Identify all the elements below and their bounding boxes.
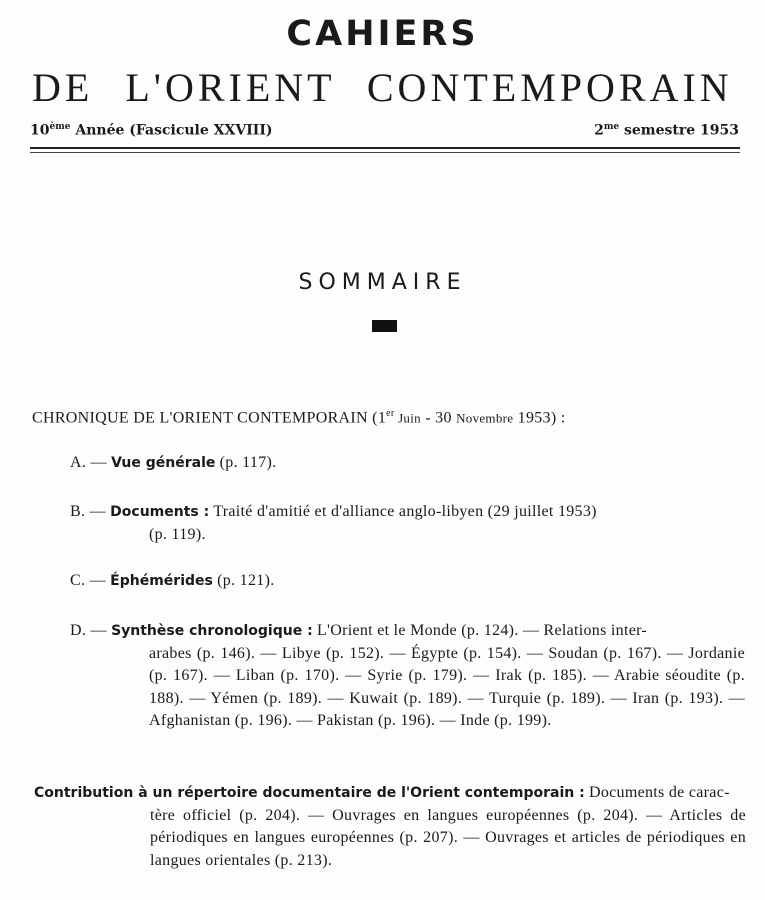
entry-b [70,501,745,546]
entry-text: (p. 117). [215,454,277,471]
contribution-title: Contribution à un répertoire documentaire de l'Orient contemporain : [34,785,585,801]
entry-letter: A. — [70,454,112,471]
issue-number: 10 [30,122,50,139]
entry-continuation: (p. 119). [149,525,206,543]
journal-title: CAHIERS [286,14,479,54]
entry-title: Vue générale [111,455,216,471]
entry-text: Traité d'amitié et d'alliance anglo-libyen (29 juillet 1953) [209,503,597,520]
issue-volume: Année (Fascicule XXVIII) [70,122,273,139]
date-start-day: 1 [377,409,387,427]
entry-letter: D. — [70,622,112,639]
contribution-entry [34,782,746,872]
entry-text: L'Orient et le Monde (p. 124). — Relations inter- [312,622,648,639]
journal-subtitle: DE L'ORIENT CONTEMPORAIN [32,65,733,110]
date-end-year: 1953) : [513,409,566,427]
semester-year: semestre 1953 [619,122,739,139]
chronique-label: CHRONIQUE DE L'ORIENT CONTEMPORAIN ( [32,409,378,427]
contents-heading: SOMMAIRE [298,270,467,295]
entry-title: Éphémérides [110,573,213,589]
entry-a [70,452,745,475]
semester-suffix: me [603,122,620,132]
chronique-heading [32,408,752,427]
contribution-continuation: tère officiel (p. 204). — Ouvrages en langues européennes (p. 204). — Articles de périodiques en langues européennes (p. 207). — Ouvrages et articles de périodiques en langues orientales (p. 213). [150,806,746,869]
issue-number-suffix: ème [49,122,71,132]
entry-title: Synthèse chronologique : [111,623,313,639]
entry-c [70,570,745,593]
entry-letter: C. — [70,572,111,589]
semester-info [594,122,739,139]
date-end-month: Novembre [456,410,514,426]
ornament-bar [372,320,397,332]
semester-number: 2 [594,122,604,139]
contribution-text: Documents de carac- [584,784,730,801]
header-rule-thin [30,152,740,153]
entry-d [70,620,745,733]
entry-continuation: arabes (p. 146). — Libye (p. 152). — Égypte (p. 154). — Soudan (p. 167). — Jordanie (p. 167). — Liban (p. 170). — Syrie (p. 179). — Irak (p. 185). — Arabie séoudite (p. 188). — Yémen (p. 189). — Kuwait (p. 189). — Turquie (p. 189). — Iran (p. 193). — Afghanistan (p. 196). — Pakistan (p. 196). — Inde (p. 199). [149,644,745,729]
entry-text: (p. 121). [212,572,275,589]
date-start-suffix: er [386,408,395,419]
entry-letter: B. — [70,503,111,520]
entry-title: Documents : [110,504,210,520]
header-rule-thick [30,147,740,149]
date-separator: - 30 [420,409,457,427]
issue-info [30,122,273,139]
date-start-month: Juin [394,410,421,426]
